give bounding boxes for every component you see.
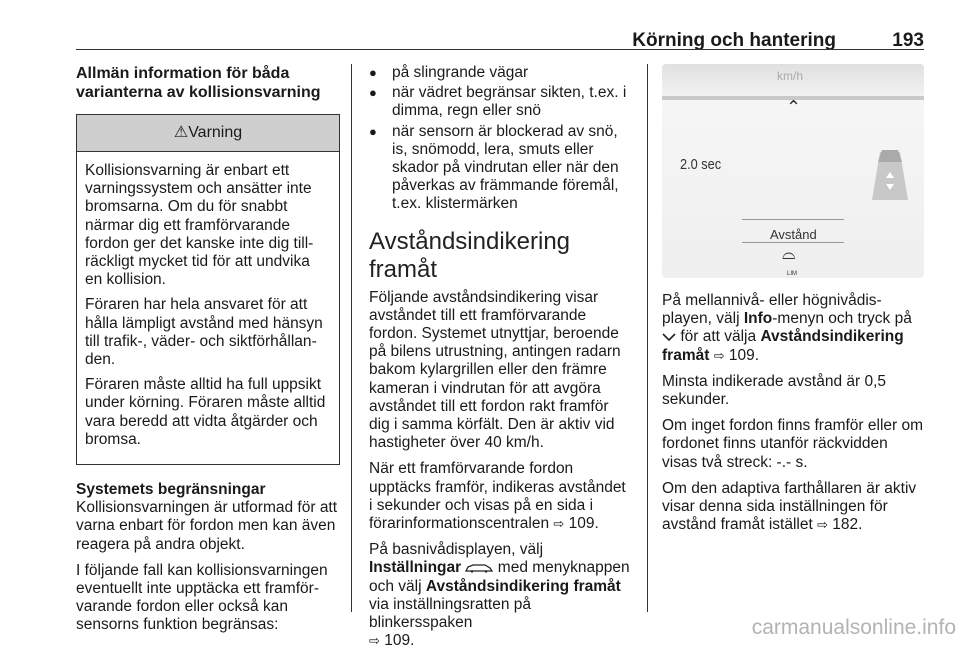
menu-term: Avståndsindikering framåt [662,328,904,364]
display-gap-value: 2.0 sec [680,156,722,173]
display-unit: km/h [777,69,804,83]
warning-title: Varning [188,124,243,141]
paragraph: Kollisionsvarningen är utformad för att varna enbart för fordon men kan även reagera på andra objekt. [76,499,338,553]
paragraph: Följande avståndsindikering visar avståndet till ett framförvarande fordon. Systemet utnyttjar, beroende på bilens utrustning, antingen radarn bakom kylargrillen eller den främre kameran i vindrutan för att avgöra avståndet till ett fordon rakt framför dig i samma körfält. Den är aktiv vid hastigheter över 40 km/h. [369,288,621,452]
page-ref-arrow-icon: ⇨ [369,633,380,649]
page-number: 193 [892,30,924,51]
paragraph [369,541,633,650]
display-line [742,219,844,220]
paragraph [369,460,633,533]
section-heading: Allmän information för båda varianterna av kollisionsvarning [76,65,321,101]
page-ref-arrow-icon: ⇨ [713,347,725,363]
page-ref-arrow-icon: ⇨ [553,516,565,532]
speedometer-icon: ⌓ [782,244,796,263]
paragraph-text: När ett framförvarande fordon upptäcks framför, indikeras avståndet i sekunder och visas på en sida i förarinformationscentralen [369,460,626,533]
warning-header [77,115,339,152]
chevron-up-icon: ⌃ [786,97,802,117]
watermark: carmanualsonline.info [751,616,956,639]
paragraph-text: På basnivådisplayen, välj [369,541,544,559]
paragraph-text: -menyn och tryck på [772,310,912,328]
bullet-list [369,64,633,214]
paragraph-text: med menyknappen och välj [369,559,630,595]
warning-triangle-icon: ⚠ [173,124,189,141]
menu-term: Avståndsindikering framåt [425,577,621,595]
paragraph [662,480,926,535]
page-ref[interactable]: 109. [728,346,760,364]
list-item: ● när sensorn är blockerad av snö, is, snömodd, lera, smuts eller skador på vindrutan eller när den påverkas av främmande föremål, t.ex. klistermärken [369,123,633,214]
paragraph-text: Om den adaptiva farthållaren är aktiv visar denna sida inställningen för avstånd framåt istället [662,479,917,534]
column-3 [662,64,926,542]
car-settings-icon [465,563,493,573]
chevron-down-icon [662,333,676,342]
section-title: Avståndsindikering framåt [369,227,571,283]
paragraph-text: På mellannivå- eller högnivådisplayen, välj [662,292,882,328]
menu-term: Info [743,310,773,328]
list-item: ● när vädret begränsar sikten, t.ex. i dimma, regn eller snö [369,84,633,120]
warning-paragraph: Föraren har hela ansvaret för att hålla lämpligt avstånd med hänsyn till trafik-, väder- och siktförhållanden. [85,296,323,369]
column-1 [76,64,340,643]
display-line [742,242,844,243]
page-ref[interactable]: 109. [568,515,599,533]
paragraph-text: för att välja [680,328,757,346]
warning-body [77,152,339,464]
subheading: Systemets begränsningar [76,481,266,499]
display-lim: LIM [787,271,798,277]
page-ref[interactable]: 182. [832,516,863,534]
page-ref[interactable]: 109. [384,632,415,650]
paragraph-text: via inställningsratten på blinkersspaken [369,595,531,632]
warning-box [76,114,340,465]
display-speed-area [662,64,924,96]
paragraph: Minsta indikerade avstånd är 0,5 sekunder. [662,372,887,409]
display-label: Avstånd [770,227,817,242]
vehicle-ahead-icon [858,142,922,200]
list-item: ● på slingrande vägar [369,64,633,82]
paragraph [662,292,926,365]
column-2 [369,64,633,658]
column-divider-2 [647,64,648,612]
column-divider-1 [351,64,352,612]
page-ref-arrow-icon: ⇨ [817,517,828,533]
paragraph: Om inget fordon finns framför eller om fordonet finns utanför räckvidden visas två streck: -.- s. [662,417,924,471]
warning-paragraph: Föraren måste alltid ha full uppsikt under körning. Föraren måste alltid vara beredd att vidta åtgärder och bromsa. [85,376,326,448]
menu-term: Inställningar [369,559,462,577]
chapter-title: Körning och hantering [632,30,836,51]
paragraph: I följande fall kan kollisionsvarningen eventuellt inte upptäcka ett framförvarande fordon eller också kan sensorns funktion begränsas: [76,561,328,634]
display-illustration [662,64,924,278]
warning-paragraph: Kollisionsvarning är enbart ett varningssystem och ansätter inte bromsarna. Om du för snabbt närmar dig ett framförvarande fordon ger det kanske inte dig tillräckligt mycket tid för att undvika en kollision. [85,162,314,289]
header-rule [76,49,924,50]
